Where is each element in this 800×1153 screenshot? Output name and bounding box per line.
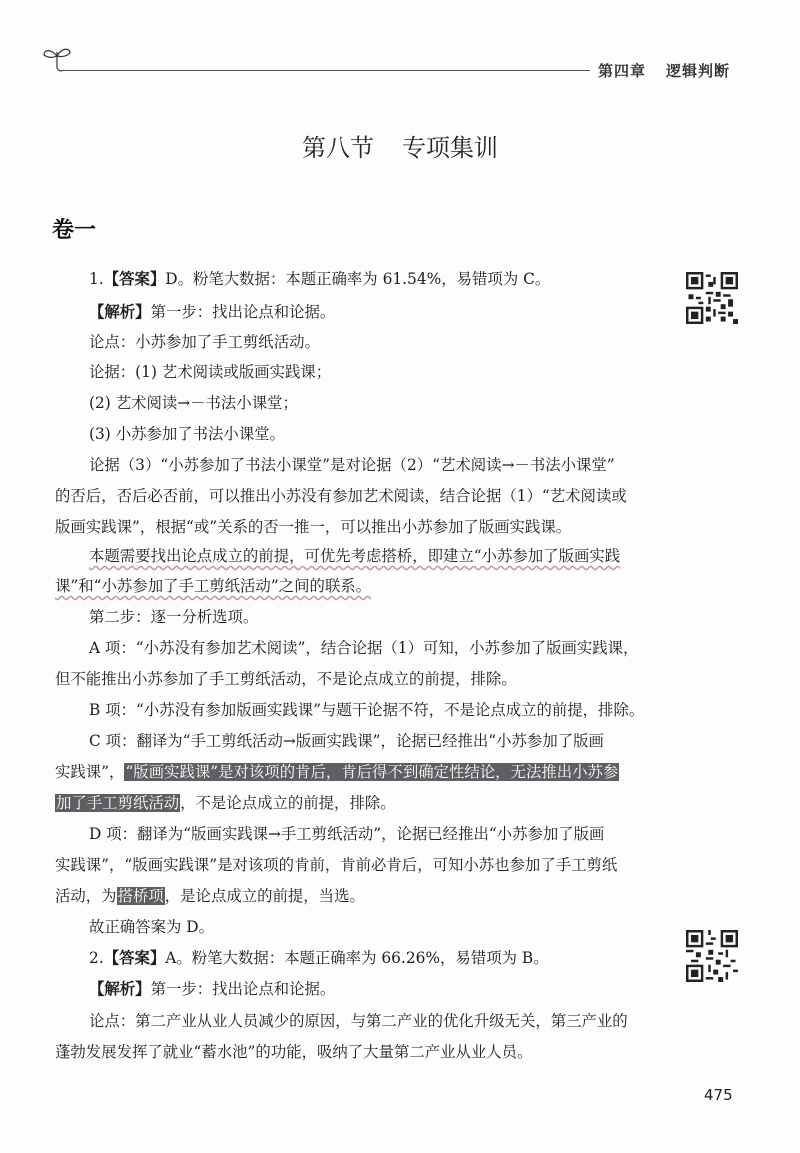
text-line: (3) 小苏参加了书法小课堂。 — [89, 425, 285, 443]
section-title — [0, 128, 800, 163]
text-line: 版画实践课”，根据“或”关系的否一推一，可以推出小苏参加了版画实践课。 — [55, 518, 572, 536]
text-line — [55, 885, 365, 907]
chapter-number: 第四章 — [598, 62, 647, 80]
highlighted-text: 加了手工剪纸活动 — [56, 794, 180, 812]
text-segment: ，是论点成立的前提，当选。 — [164, 887, 365, 905]
answer-tag: 【答案】 — [103, 949, 166, 967]
q1-number: 1. — [89, 270, 104, 288]
text-line: 故正确答案为 D。 — [89, 918, 214, 936]
text-line: 第二步：逐一分析选项。 — [89, 608, 259, 626]
text-line: D 项：翻译为“版画实践课→手工剪纸活动”，论据已经推出“小苏参加了版画 — [89, 825, 605, 843]
page-number: 475 — [704, 1086, 733, 1104]
q2-answer-line — [89, 947, 549, 969]
text-segment: ，不是论点成立的前提，排除。 — [180, 794, 396, 812]
analysis-tag: 【解析】 — [89, 980, 151, 998]
text-line: (2) 艺术阅读→－书法小课堂； — [89, 394, 298, 412]
text-line: 蓬勃发展发挥了就业“蓄水池”的功能，吸纳了大量第二产业从业人员。 — [55, 1043, 533, 1061]
section-number: 第八节 — [302, 134, 374, 162]
qr-code-icon — [686, 272, 738, 324]
answer-text: A。粉笔大数据：本题正确率为 66.26%，易错项为 B。 — [165, 949, 549, 967]
underlined-text-line: 课”和“小苏参加了手工剪纸活动”之间的联系。 — [55, 577, 372, 595]
text-line: 的否后，否后必否前，可以推出小苏没有参加艺术阅读，结合论据（1）“艺术阅读或 — [55, 487, 627, 505]
text-line: A 项：“小苏没有参加艺术阅读”，结合论据（1）可知，小苏参加了版画实践课， — [89, 639, 639, 657]
text-line: 但不能推出小苏参加了手工剪纸活动，不是论点成立的前提，排除。 — [55, 670, 517, 688]
q1-answer-line — [89, 268, 550, 290]
text-line: 论点：第二产业从业人员减少的原因，与第二产业的优化升级无关，第三产业的 — [89, 1012, 628, 1030]
running-header — [598, 60, 730, 81]
header-rule — [62, 70, 590, 71]
text-line: 论点：小苏参加了手工剪纸活动。 — [89, 333, 320, 351]
highlighted-text: 搭桥项 — [117, 887, 164, 905]
q2-number: 2. — [89, 949, 104, 967]
text-line: C 项：翻译为“手工剪纸活动→版画实践课”，论据已经推出“小苏参加了版画 — [89, 732, 604, 750]
text-line: 论据（3）“小苏参加了书法小课堂”是对论据（2）“艺术阅读→－书法小课堂” — [89, 456, 615, 474]
text-segment: 活动，为 — [55, 887, 117, 905]
text-line: 实践课”，“版画实践课”是对该项的肯前，肯前必肯后，可知小苏也参加了手工剪纸 — [55, 856, 618, 874]
part-title: 卷一 — [52, 218, 97, 243]
q2-analysis-line — [89, 978, 335, 1000]
answer-text: D。粉笔大数据：本题正确率为 61.54%，易错项为 C。 — [165, 270, 551, 288]
answer-tag: 【答案】 — [103, 270, 166, 288]
q1-analysis-line — [89, 301, 335, 323]
qr-code-icon — [686, 930, 738, 982]
text-line: 论据：(1) 艺术阅读或版画实践课； — [89, 363, 332, 381]
text-line — [55, 761, 619, 783]
analysis-text: 第一步：找出论点和论据。 — [150, 303, 336, 321]
section-name: 专项集训 — [402, 134, 498, 162]
highlighted-text: “版画实践课”是对该项的肯后，肯后得不到确定性结论，无法推出小苏参 — [125, 763, 619, 781]
text-line: B 项：“小苏没有参加版画实践课”与题干论据不符，不是论点成立的前提，排除。 — [89, 701, 645, 719]
analysis-text: 第一步：找出论点和论据。 — [150, 980, 336, 998]
underlined-text-line: 本题需要找出论点成立的前提，可优先考虑搭桥，即建立“小苏参加了版画实践 — [89, 547, 621, 565]
text-segment: 实践课”， — [55, 763, 125, 781]
chapter-title: 逻辑判断 — [666, 62, 731, 80]
analysis-tag: 【解析】 — [89, 303, 151, 321]
text-line — [55, 792, 396, 814]
